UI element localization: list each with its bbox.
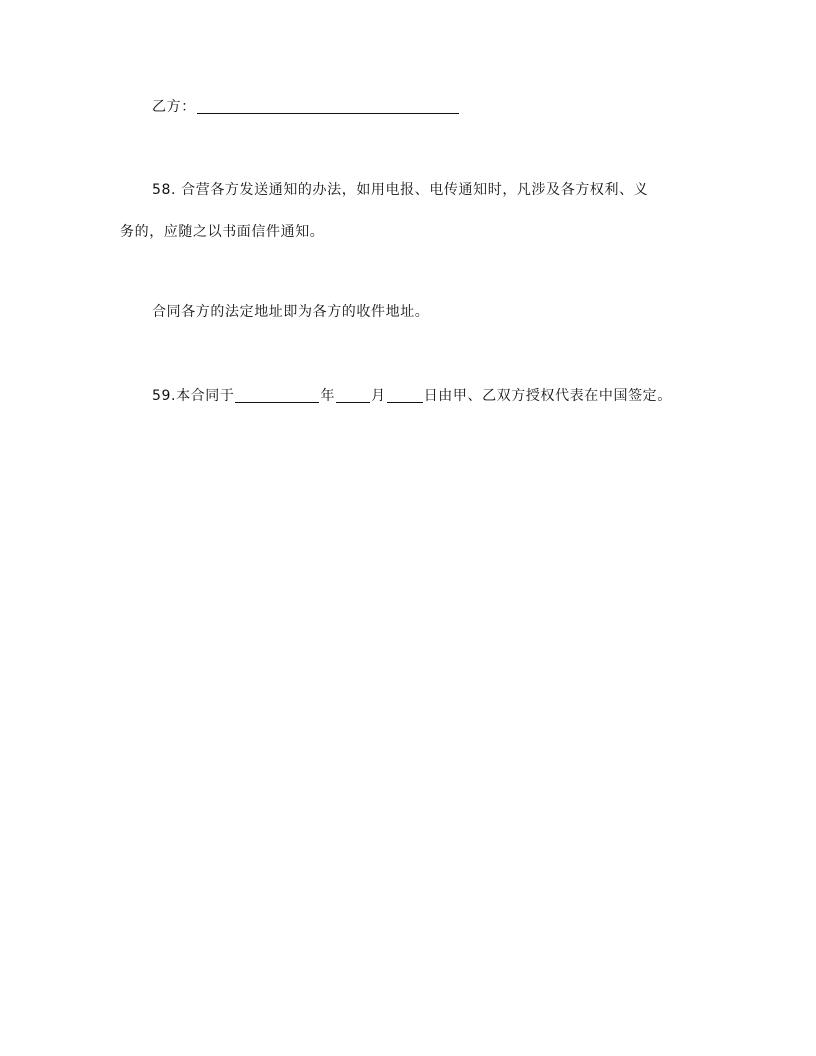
year-label: 年 (320, 388, 336, 404)
clause-59-suffix: 日由甲、乙双方授权代表在中国签定。 (423, 388, 672, 404)
clause-59-prefix: 59.本合同于 (152, 388, 235, 404)
year-blank (235, 388, 319, 403)
month-label: 月 (371, 388, 386, 404)
address-clause: 合同各方的法定地址即为各方的收件地址。 (152, 304, 430, 320)
clause-59-line (152, 387, 672, 405)
party-b-label: 乙方： (152, 99, 196, 115)
month-blank (336, 388, 370, 403)
party-b-signature-blank (197, 99, 459, 114)
party-b-line (152, 98, 460, 116)
clause-58-line-2: 务的，应随之以书面信件通知。 (120, 224, 325, 240)
day-blank (387, 388, 423, 403)
clause-58-line-1: 58. 合营各方发送通知的办法，如用电报、电传通知时，凡涉及各方权利、义 (152, 182, 649, 198)
